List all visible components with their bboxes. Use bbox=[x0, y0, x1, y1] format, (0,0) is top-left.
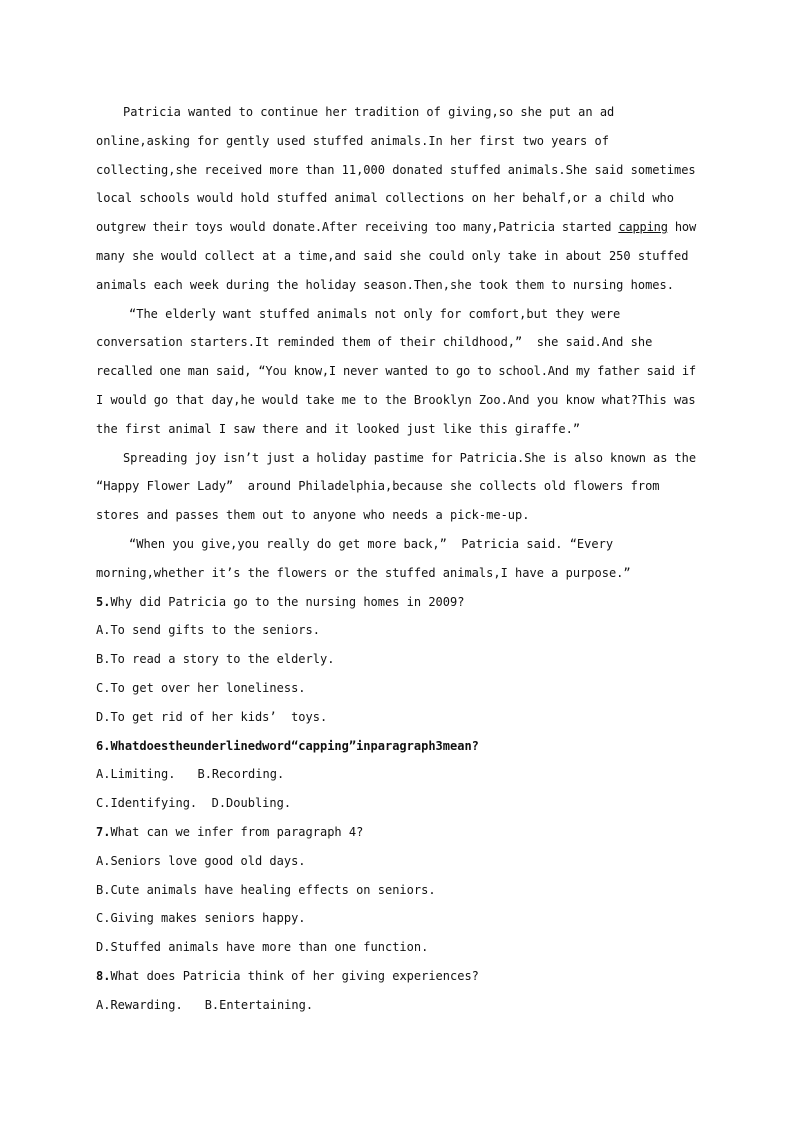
question-8-option-b: B.Entertaining. bbox=[204, 997, 314, 1012]
passage-p1-line-3: collecting,she received more than 11,000 donated stuffed animals.She said sometimes bbox=[96, 162, 696, 177]
passage-p4-line-2: morning,whether it’s the flowers or the stuffed animals,I have a purpose.” bbox=[96, 565, 631, 580]
question-6-option-b: B.Recording. bbox=[197, 767, 285, 782]
question-7-option-b: B.Cute animals have healing effects on seniors. bbox=[96, 882, 436, 897]
passage-p3-line-1: Spreading joy isn’t just a holiday pastime for Patricia.She is also known as the bbox=[123, 450, 697, 465]
question-7-text: What can we infer from paragraph 4? bbox=[110, 824, 364, 839]
passage-p3-line-3: stores and passes them out to anyone who needs a pick-me-up. bbox=[96, 508, 530, 523]
question-5-stem bbox=[96, 588, 696, 617]
question-8-option-a: A.Rewarding. bbox=[96, 997, 183, 1012]
passage-p3-line-2: “Happy Flower Lady” around Philadelphia,because she collects old flowers from bbox=[96, 479, 660, 494]
question-7-number: 7. bbox=[96, 824, 111, 839]
question-7-option-a: A.Seniors love good old days. bbox=[96, 853, 306, 868]
question-6-options-row-2 bbox=[96, 789, 696, 818]
passage-p1-line-5-end: how bbox=[674, 220, 697, 235]
passage-p1-line-7: animals each week during the holiday season.Then,she took them to nursing homes. bbox=[96, 277, 674, 292]
question-6-option-a: A.Limiting. bbox=[96, 767, 176, 782]
question-7-option-c: C.Giving makes seniors happy. bbox=[96, 911, 306, 926]
question-7-option-d: D.Stuffed animals have more than one function. bbox=[96, 940, 429, 955]
question-6-option-d: D.Doubling. bbox=[211, 796, 292, 811]
question-6-options-row-1 bbox=[96, 760, 696, 789]
passage-p4-line-1: “When you give,you really do get more back,” Patricia said. “Every bbox=[129, 536, 614, 551]
passage-p2-line-3: recalled one man said, “You know,I never wanted to go to school.And my father said if bbox=[96, 364, 696, 379]
question-5-option-d: D.To get rid of her kids’ toys. bbox=[96, 709, 328, 724]
question-8-number: 8. bbox=[96, 968, 111, 983]
question-6-option-c: C.Identifying. bbox=[96, 796, 198, 811]
question-8-options-row-1 bbox=[96, 991, 696, 1020]
question-7-stem bbox=[96, 818, 696, 847]
passage-p1-line-5-start: outgrew their toys would donate.After receiving too many,Patricia started bbox=[96, 220, 612, 235]
passage-p2-line-1: “The elderly want stuffed animals not only for comfort,but they were bbox=[129, 306, 621, 321]
passage-p1-line-6: many she would collect at a time,and said she could only take in about 250 stuffed bbox=[96, 248, 689, 263]
question-5-option-c: C.To get over her loneliness. bbox=[96, 680, 306, 695]
question-8-text: What does Patricia think of her giving experiences? bbox=[110, 968, 479, 983]
passage-p2-line-5: the first animal I saw there and it looked just like this giraffe.” bbox=[96, 421, 581, 436]
passage-p2-line-4: I would go that day,he would take me to the Brooklyn Zoo.And you know what?This was bbox=[96, 392, 696, 407]
document-page bbox=[96, 98, 696, 1020]
passage-p1-line-2: online,asking for gently used stuffed animals.In her first two years of bbox=[96, 133, 609, 148]
question-5-option-b: B.To read a story to the elderly. bbox=[96, 652, 335, 667]
question-6-stem: 6.Whatdoestheunderlinedword“capping”inparagraph3mean? bbox=[96, 738, 479, 753]
question-5-option-a: A.To send gifts to the seniors. bbox=[96, 623, 320, 638]
passage-p1-line-4: local schools would hold stuffed animal collections on her behalf,or a child who bbox=[96, 191, 674, 206]
question-5-number: 5. bbox=[96, 594, 111, 609]
passage-p1-line-5 bbox=[96, 213, 696, 242]
underlined-word-capping: capping bbox=[618, 220, 668, 235]
passage-p2-line-2: conversation starters.It reminded them of their childhood,” she said.And she bbox=[96, 335, 653, 350]
question-8-stem bbox=[96, 962, 696, 991]
question-5-text: Why did Patricia go to the nursing homes in 2009? bbox=[110, 594, 465, 609]
passage-p1-line-1: Patricia wanted to continue her tradition of giving,so she put an ad bbox=[123, 105, 615, 119]
